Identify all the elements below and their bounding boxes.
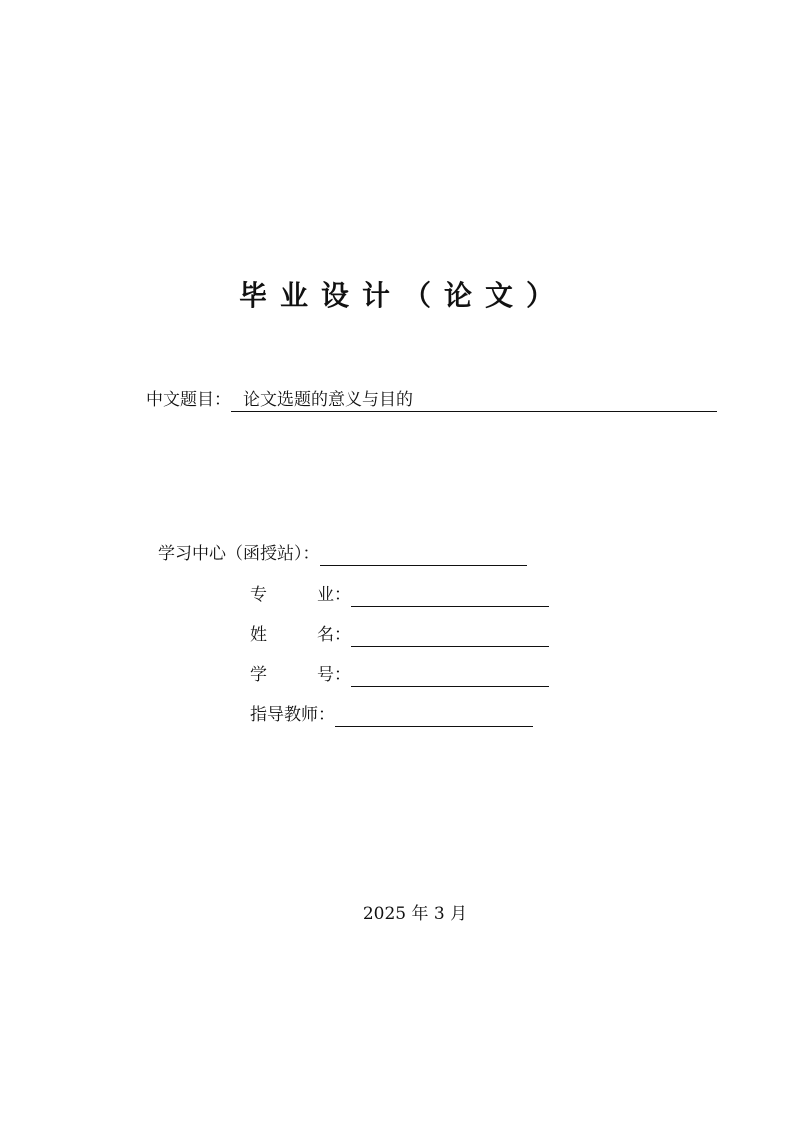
major-row: 专 业 ： <box>250 579 549 607</box>
major-blank <box>351 584 549 607</box>
chinese-title-label: 中文题目： <box>146 390 231 410</box>
major-label: 专 业 <box>250 585 334 605</box>
chinese-title-row <box>146 384 717 412</box>
main-title: 毕业设计（论文） <box>238 279 567 312</box>
advisor-row <box>250 699 533 727</box>
learning-center-label: 学习中心（函授站）： <box>158 544 320 564</box>
chinese-title-value: 论文选题的意义与目的 <box>231 388 717 412</box>
learning-center-blank <box>320 543 527 566</box>
advisor-blank <box>335 704 533 727</box>
learning-center-row <box>158 538 527 566</box>
name-blank <box>351 624 549 647</box>
name-label: 姓 名 <box>250 625 334 645</box>
student-id-blank <box>351 664 549 687</box>
submission-date: 2025 年 3 月 <box>362 904 468 924</box>
advisor-label: 指导教师： <box>250 705 335 725</box>
student-id-row: 学 号 ： <box>250 659 549 687</box>
name-row: 姓 名 ： <box>250 619 549 647</box>
student-id-label: 学 号 <box>250 665 334 685</box>
